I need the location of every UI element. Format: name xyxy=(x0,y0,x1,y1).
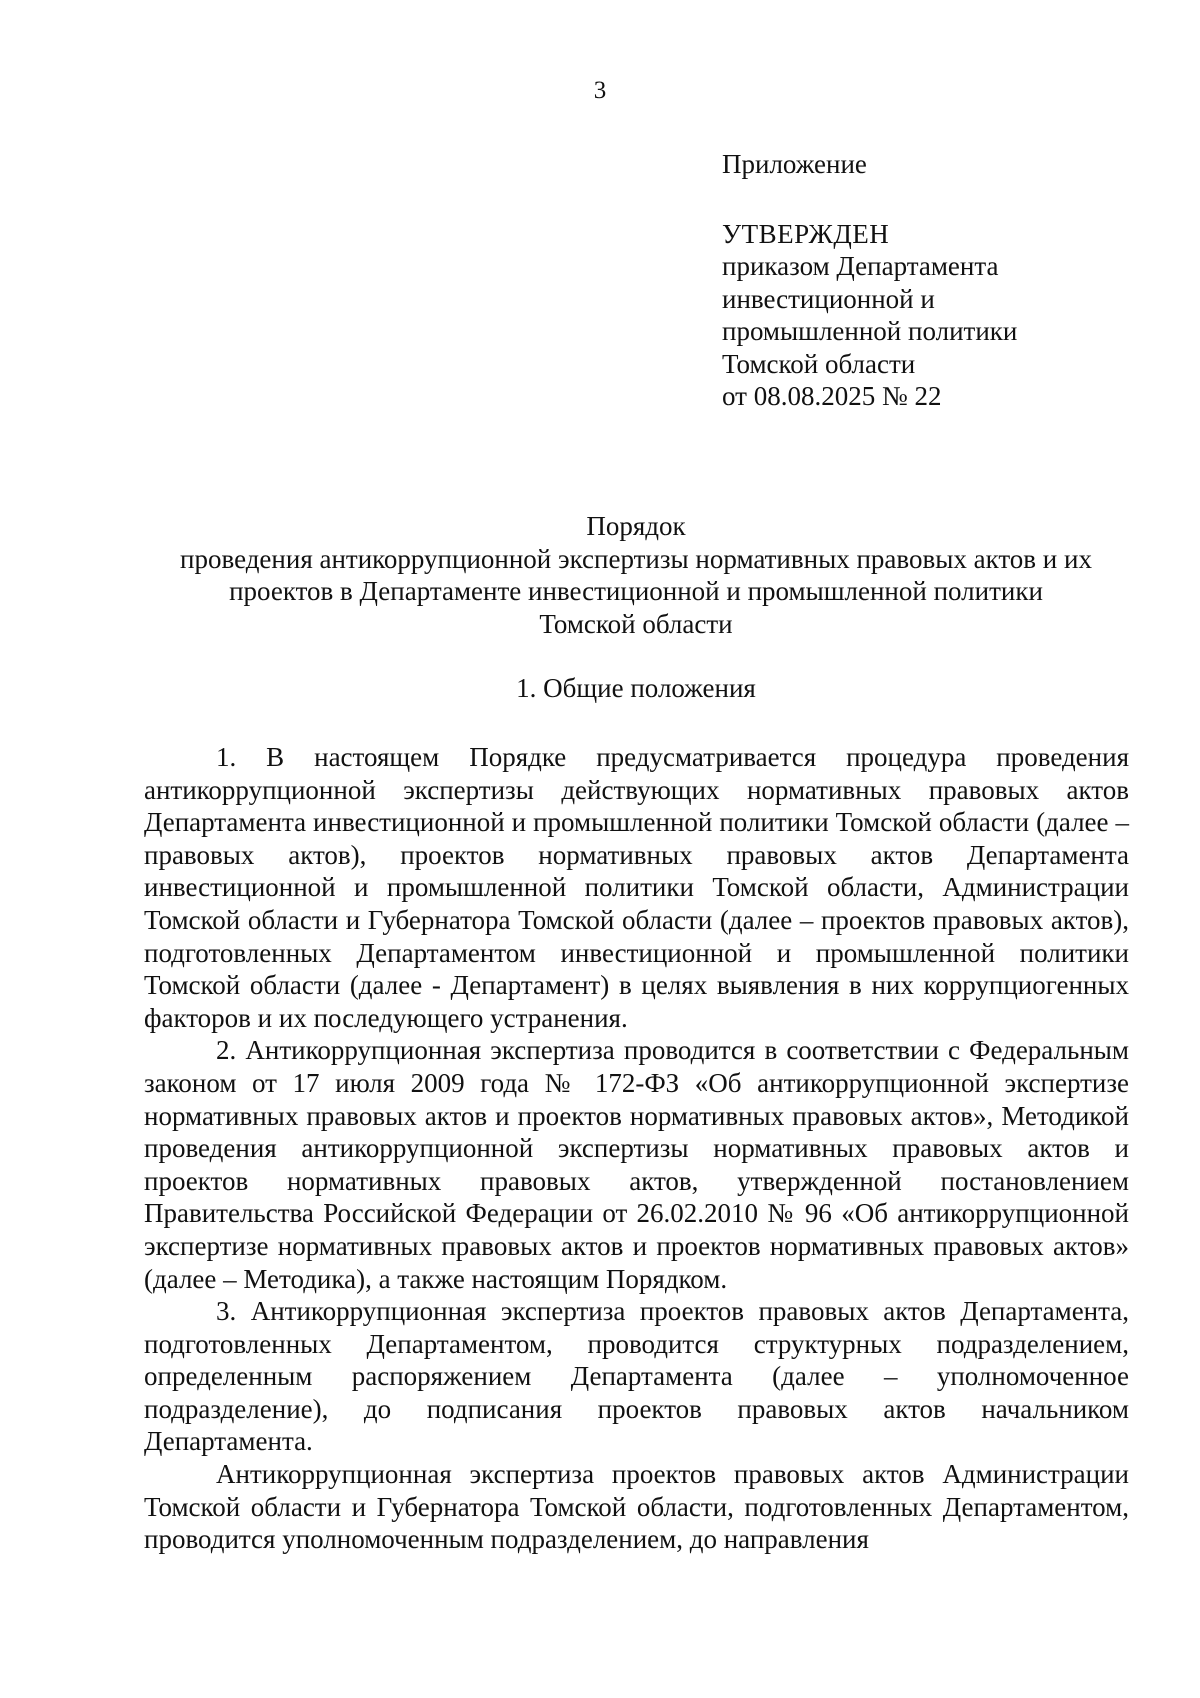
approval-block xyxy=(722,148,1122,413)
body-text xyxy=(144,741,1129,1556)
section-heading: 1. Общие положения xyxy=(516,673,756,703)
approved-label: УТВЕРЖДЕН xyxy=(722,219,890,249)
title-line: Томской области xyxy=(539,608,733,639)
approval-line: от 08.08.2025 № 22 xyxy=(722,381,942,411)
paragraph: 1. В настоящем Порядке предусматривается процедура проведения антикоррупционной экспертизы действующих нормативных правовых актов Департамента инвестиционной и промышленной политики Томской области (далее – правовых актов), проектов нормативных правовых актов Департамента инвестиционной и промышленной политики Томской области, Администрации Томской области и Губернатора Томской области (далее – проектов правовых актов), подготовленных Департаментом инвестиционной и промышленной политики Томской области (далее - Департамент) в целях выявления в них коррупциогенных факторов и их последующего устранения. xyxy=(144,742,1129,1033)
appendix-label: Приложение xyxy=(722,149,867,179)
title-line: проектов в Департаменте инвестиционной и промышленной политики xyxy=(229,576,1043,606)
page-number: 3 xyxy=(593,77,607,104)
approval-line: приказом Департамента xyxy=(722,251,999,281)
paragraph: Антикоррупционная экспертиза проектов правовых актов Администрации Томской области и Губернатора Томской области, подготовленных Департаментом, проводится уполномоченным подразделением, до направления xyxy=(144,1459,1129,1555)
approval-line: инвестиционной и xyxy=(722,283,935,314)
title-line: проведения антикоррупционной экспертизы нормативных правовых актов и их xyxy=(180,543,1092,574)
paragraph: 2. Антикоррупционная экспертиза проводится в соответствии с Федеральным законом от 17 июля 2009 года № 172-ФЗ «Об антикоррупционной экспертизе нормативных правовых актов и проектов нормативных правовых актов», Методикой проведения антикоррупционной экспертизы нормативных правовых актов и проектов нормативных правовых актов, утвержденной постановлением Правительства Российской Федерации от 26.02.2010 № 96 «Об антикоррупционной экспертизе нормативных правовых актов и проектов нормативных правовых актов» (далее – Методика), а также настоящим Порядком. xyxy=(144,1035,1129,1294)
approval-line: промышленной политики xyxy=(722,316,1018,346)
document-title xyxy=(140,510,1132,640)
paragraph: 3. Антикоррупционная экспертиза проектов правовых актов Департамента, подготовленных Департаментом, проводится структурных подразделением, определенным распоряжением Департамента (далее – уполномоченное подразделение), до подписания проектов правовых актов начальником Департамента. xyxy=(144,1296,1129,1457)
approval-line: Томской области xyxy=(722,348,916,379)
title-heading: Порядок xyxy=(586,511,686,541)
